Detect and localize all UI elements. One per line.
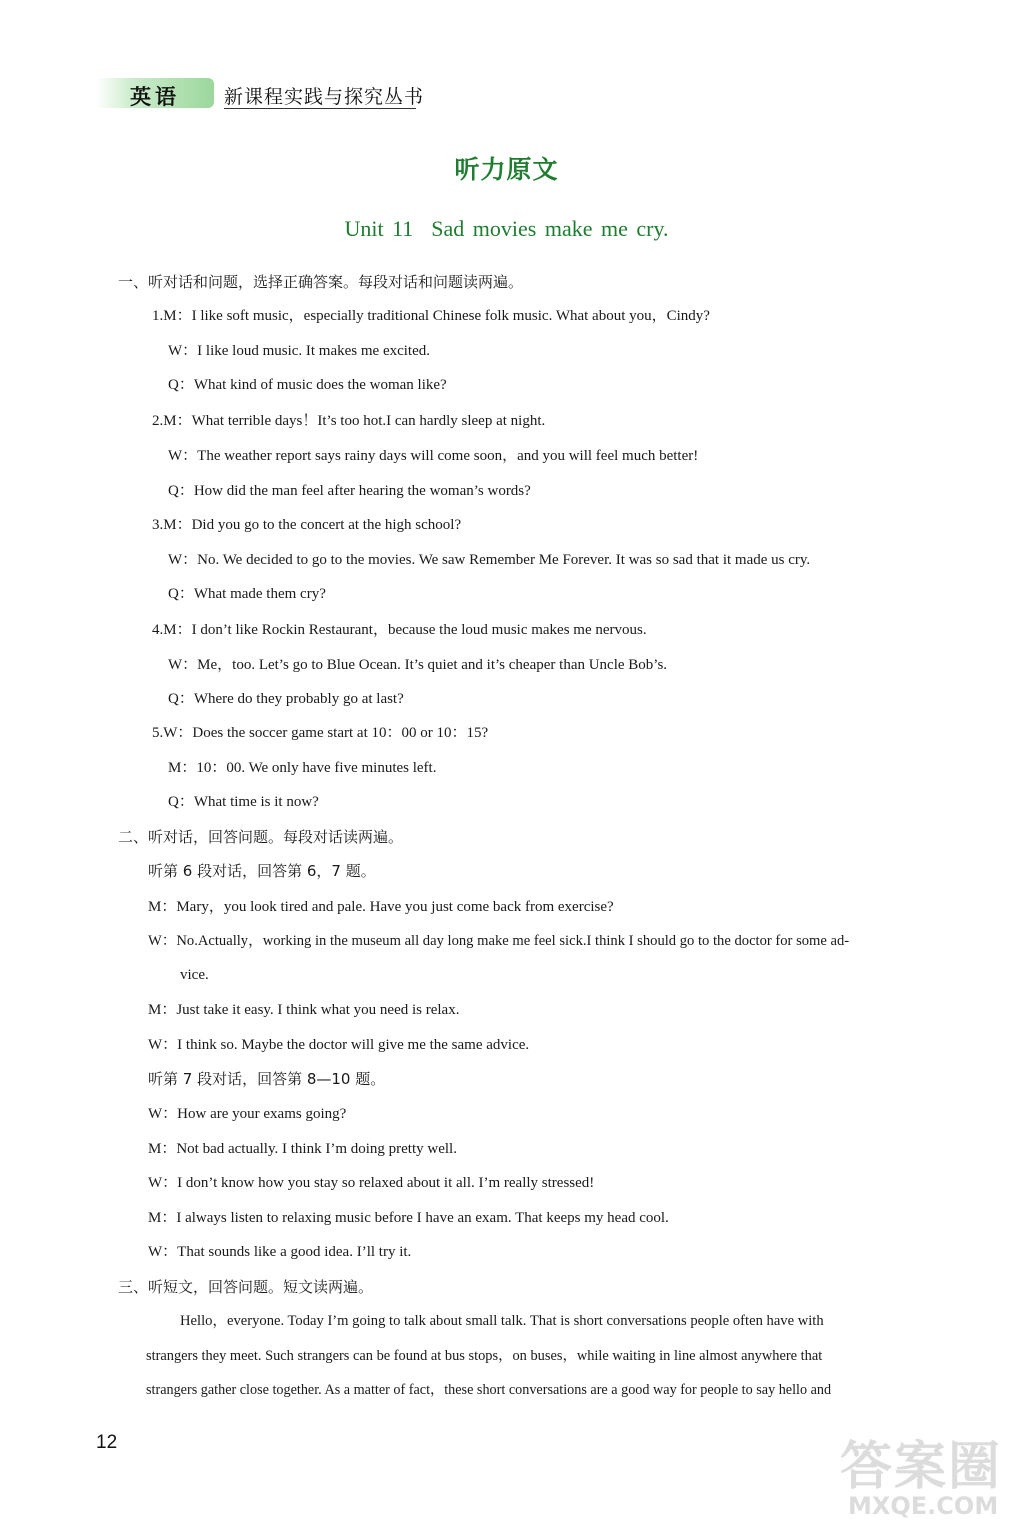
section-3-heading: 三、听短文，回答问题。短文读两遍。 <box>118 1278 374 1296</box>
dialog-intro: 听第 7 段对话，回答第 8—10 题。 <box>148 1070 386 1088</box>
dialog-line: W：The weather report says rainy days will come soon，and you will feel much better! <box>168 448 699 464</box>
dialog-line: M：Not bad actually. I think I’m doing pretty well. <box>148 1141 457 1157</box>
page-header <box>0 72 1013 112</box>
dialog-line: W：I don’t know how you stay so relaxed about it all. I’m really stressed! <box>148 1175 595 1191</box>
dialog-line: Q：What kind of music does the woman like? <box>168 377 447 393</box>
dialog-line: M：I always listen to relaxing music before I have an exam. That keeps my head cool. <box>148 1210 669 1226</box>
dialog-line: Q：What time is it now? <box>168 794 319 810</box>
dialog-line: 2.M：What terrible days！It’s too hot.I can hardly sleep at night. <box>152 413 546 429</box>
passage-line: strangers they meet. Such strangers can be found at bus stops，on buses，while waiting in line almost anywhere that <box>146 1348 823 1364</box>
dialog-intro: 听第 6 段对话，回答第 6，7 题。 <box>148 862 376 880</box>
dialog-line: Q：How did the man feel after hearing the woman’s words? <box>168 483 531 499</box>
dialog-line: W：That sounds like a good idea. I’ll try it. <box>148 1244 412 1260</box>
watermark <box>840 1424 1005 1524</box>
subject-label: 英语 <box>130 85 180 109</box>
unit-name: Sad movies make me cry. <box>431 216 669 241</box>
unit-number: Unit 11 <box>344 216 414 241</box>
dialog-line: 1.M：I like soft music，especially traditional Chinese folk music. What about you，Cindy? <box>152 308 710 324</box>
dialog-line: W：How are your exams going? <box>148 1106 347 1122</box>
dialog-line: W：No.Actually，working in the museum all day long make me feel sick.I think I should go to the doctor for some ad- <box>148 933 850 949</box>
dialog-line: M：10：00. We only have five minutes left. <box>168 760 437 776</box>
header-underline <box>224 108 416 109</box>
watermark-logo: 答案圈 <box>840 1437 1003 1497</box>
dialog-line: Q：Where do they probably go at last? <box>168 691 404 707</box>
section-1-heading: 一、听对话和问题，选择正确答案。每段对话和问题读两遍。 <box>118 273 524 291</box>
passage-line: Hello，everyone. Today I’m going to talk about small talk. That is short conversations people often have with <box>180 1313 824 1329</box>
dialog-line: 3.M：Did you go to the concert at the high school? <box>152 517 462 533</box>
section-2-heading: 二、听对话，回答问题。每段对话读两遍。 <box>118 828 404 846</box>
dialog-line: 4.M：I don’t like Rockin Restaurant，because the loud music makes me nervous. <box>152 622 647 638</box>
passage-line: strangers gather close together. As a matter of fact，these short conversations are a good way for people to say hello and <box>146 1382 832 1398</box>
page-title: 听力原文 <box>454 155 559 184</box>
dialog-line: M：Mary，you look tired and pale. Have you just come back from exercise? <box>148 899 614 915</box>
series-title: 新课程实践与探究丛书 <box>224 86 425 108</box>
dialog-line: W：Me，too. Let’s go to Blue Ocean. It’s quiet and it’s cheaper than Uncle Bob’s. <box>168 657 668 673</box>
dialog-line: Q：What made them cry? <box>168 586 326 602</box>
dialog-line: M：Just take it easy. I think what you need is relax. <box>148 1002 460 1018</box>
dialog-line: W：I like loud music. It makes me excited. <box>168 343 431 359</box>
dialog-line: 5.W：Does the soccer game start at 10：00 or 10：15? <box>152 725 489 741</box>
page-number: 12 <box>96 1432 118 1453</box>
dialog-line: W：I think so. Maybe the doctor will give me the same advice. <box>148 1037 530 1053</box>
unit-title <box>0 216 1013 242</box>
dialog-line: vice. <box>180 967 209 983</box>
watermark-url: MXQE.COM <box>848 1492 999 1520</box>
dialog-line: W：No. We decided to go to the movies. We saw Remember Me Forever. It was so sad that it made us cry. <box>168 552 811 568</box>
